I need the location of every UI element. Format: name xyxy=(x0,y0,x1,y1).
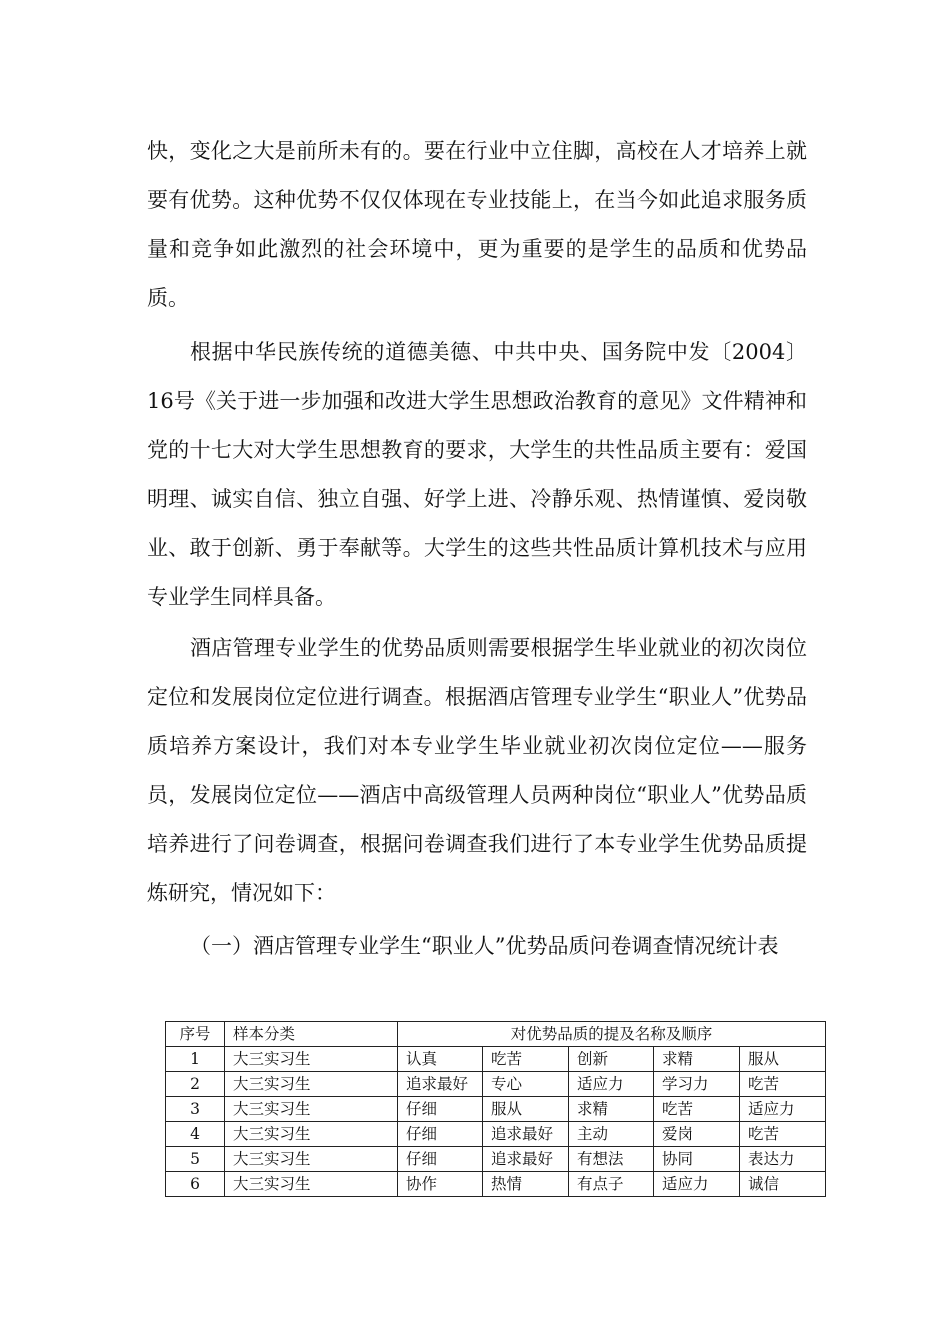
row-category: 大三实习生 xyxy=(225,1122,398,1147)
quality-cell: 仔细 xyxy=(398,1122,483,1147)
quality-cell: 认真 xyxy=(398,1047,483,1072)
table-row xyxy=(166,1047,826,1072)
row-category: 大三实习生 xyxy=(225,1072,398,1097)
header-qualities: 对优势品质的提及名称及顺序 xyxy=(398,1022,826,1047)
table-caption: （一）酒店管理专业学生“职业人”优势品质问卷调查情况统计表 xyxy=(190,934,779,958)
quality-cell: 吃苦 xyxy=(483,1047,569,1072)
survey-table xyxy=(165,1021,826,1197)
quality-cell: 创新 xyxy=(569,1047,654,1072)
row-index: 6 xyxy=(166,1172,225,1197)
table-row xyxy=(166,1122,826,1147)
quality-cell: 追求最好 xyxy=(398,1072,483,1097)
body-paragraph-3: 酒店管理专业学生的优势品质则需要根据学生毕业就业的初次岗位定位和发展岗位定位进行调查。根据酒店管理专业学生“职业人”优势品质培养方案设计，我们对本专业学生毕业就业初次岗位定位——服务员，发展岗位定位——酒店中高级管理人员两种岗位“职业人”优势品质培养进行了问卷调查，根据问卷调查我们进行了本专业学生优势品质提炼研究，情况如下： xyxy=(147,636,807,905)
quality-cell: 适应力 xyxy=(569,1072,654,1097)
quality-cell: 专心 xyxy=(483,1072,569,1097)
quality-cell: 适应力 xyxy=(740,1097,826,1122)
quality-cell: 追求最好 xyxy=(483,1147,569,1172)
quality-cell: 热情 xyxy=(483,1172,569,1197)
row-index: 3 xyxy=(166,1097,225,1122)
row-category: 大三实习生 xyxy=(225,1172,398,1197)
quality-cell: 有点子 xyxy=(569,1172,654,1197)
quality-cell: 协同 xyxy=(654,1147,740,1172)
quality-cell: 服从 xyxy=(483,1097,569,1122)
header-index: 序号 xyxy=(166,1022,225,1047)
quality-cell: 诚信 xyxy=(740,1172,826,1197)
quality-cell: 学习力 xyxy=(654,1072,740,1097)
quality-cell: 吃苦 xyxy=(740,1122,826,1147)
quality-cell: 仔细 xyxy=(398,1147,483,1172)
quality-cell: 表达力 xyxy=(740,1147,826,1172)
table-row xyxy=(166,1072,826,1097)
row-category: 大三实习生 xyxy=(225,1147,398,1172)
quality-cell: 适应力 xyxy=(654,1172,740,1197)
quality-cell: 服从 xyxy=(740,1047,826,1072)
row-index: 2 xyxy=(166,1072,225,1097)
table-row xyxy=(166,1172,826,1197)
quality-cell: 追求最好 xyxy=(483,1122,569,1147)
row-index: 5 xyxy=(166,1147,225,1172)
table-row xyxy=(166,1147,826,1172)
body-paragraph-1: 快，变化之大是前所未有的。要在行业中立住脚，高校在人才培养上就要有优势。这种优势不仅仅体现在专业技能上，在当今如此追求服务质量和竞争如此激烈的社会环境中，更为重要的是学生的品质和优势品质。 xyxy=(147,139,807,310)
body-paragraph-2: 根据中华民族传统的道德美德、中共中央、国务院中发〔2004〕16号《关于进一步加强和改进大学生思想政治教育的意见》文件精神和党的十七大对大学生思想教育的要求，大学生的共性品质主要有：爱国明理、诚实自信、独立自强、好学上进、冷静乐观、热情谨慎、爱岗敬业、敢于创新、勇于奉献等。大学生的这些共性品质计算机技术与应用专业学生同样具备。 xyxy=(147,340,807,609)
quality-cell: 主动 xyxy=(569,1122,654,1147)
table-header-row xyxy=(166,1022,826,1047)
quality-cell: 吃苦 xyxy=(740,1072,826,1097)
row-category: 大三实习生 xyxy=(225,1047,398,1072)
header-category: 样本分类 xyxy=(225,1022,398,1047)
row-index: 1 xyxy=(166,1047,225,1072)
row-category: 大三实习生 xyxy=(225,1097,398,1122)
table-row xyxy=(166,1097,826,1122)
quality-cell: 协作 xyxy=(398,1172,483,1197)
row-index: 4 xyxy=(166,1122,225,1147)
quality-cell: 有想法 xyxy=(569,1147,654,1172)
quality-cell: 求精 xyxy=(654,1047,740,1072)
quality-cell: 仔细 xyxy=(398,1097,483,1122)
quality-cell: 吃苦 xyxy=(654,1097,740,1122)
quality-cell: 爱岗 xyxy=(654,1122,740,1147)
quality-cell: 求精 xyxy=(569,1097,654,1122)
